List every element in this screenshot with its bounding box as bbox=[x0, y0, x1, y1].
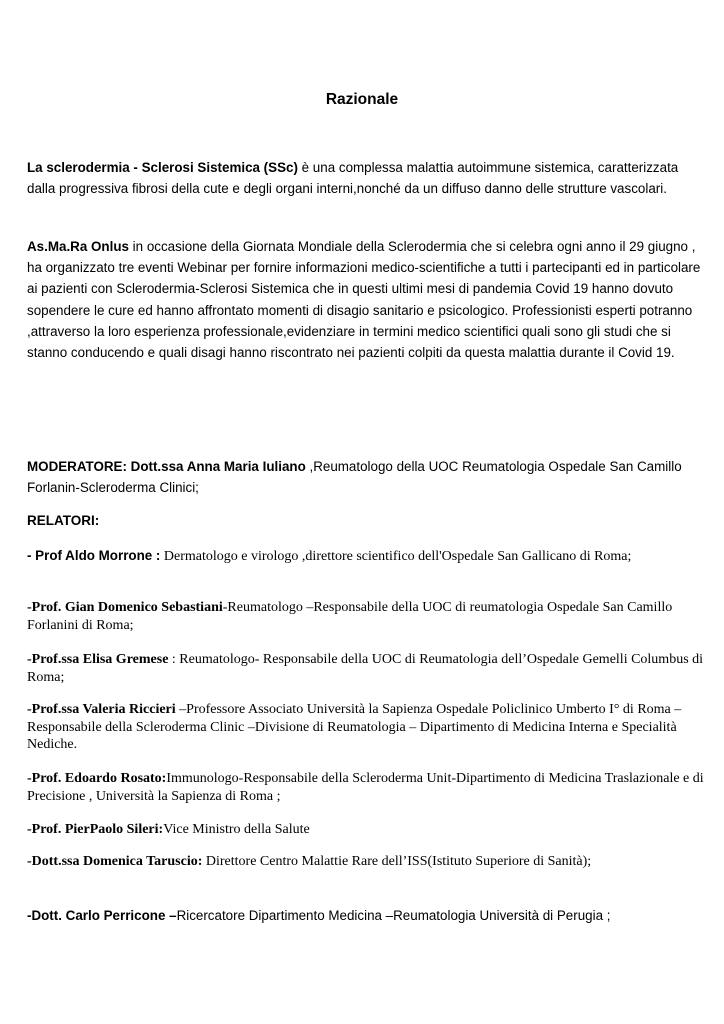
speaker-text: –Professore Associato Università la Sapienza Ospedale Policlinico Umberto I° di Roma –Responsabile della Scleroderma Clinic –Divisione di Reumatologia – Dipartimento di Medicina Interna e Specialità Nediche. bbox=[27, 702, 682, 752]
speaker-item bbox=[27, 547, 707, 566]
speaker-item bbox=[27, 599, 707, 634]
speaker-item bbox=[27, 853, 707, 871]
speaker-text: Dermatologo e virologo ,direttore scientifico dell'Ospedale San Gallicano di Roma; bbox=[160, 549, 632, 564]
speaker-name: -Prof. Gian Domenico Sebastiani bbox=[27, 600, 223, 615]
intro-bold-2: As.Ma.Ra Onlus bbox=[27, 239, 129, 254]
intro-text-2: in occasione della Giornata Mondiale della Sclerodermia che si celebra ogni anno il 29 giugno , ha organizzato tre eventi Webinar per fornire informazioni medico-scientifiche a tutti i partecipanti ed in particolare ai pazienti con Sclerodermia-Sclerosi Sistemica che in questi ultimi mesi di pandemia Covid 19 hanno dovuto sopendere le cure ed hanno affrontato momenti di disagio sanitario e psicologico. Professionisti esperti potranno ,attraverso la loro esperienza professionale,evidenziare in termini medico scientifici quali sono gli studi che si stanno conducendo e quali disagi hanno riscontrato nei pazienti colpiti da questa malattia durante il Covid 19. bbox=[27, 239, 701, 361]
intro-paragraph-2 bbox=[27, 236, 703, 363]
speaker-text: Ricercatore Dipartimento Medicina –Reumatologia Università di Perugia ; bbox=[176, 908, 611, 923]
speaker-text: -Reumatologo –Responsabile della UOC di reumatologia Ospedale San Camillo Forlanini di Roma; bbox=[27, 600, 673, 633]
page-title: Razionale bbox=[325, 91, 399, 108]
speaker-text: Vice Ministro della Salute bbox=[163, 822, 310, 837]
intro-paragraph-1 bbox=[27, 157, 703, 199]
speaker-text: Immunologo-Responsabile della Scleroderma Unit-Dipartimento di Medicina Traslazionale e di Precisione , Università la Sapienza di Roma ; bbox=[27, 771, 704, 804]
speaker-text: : Reumatologo- Responsabile della UOC di Reumatologia dell’Ospedale Gemelli Columbus di Roma; bbox=[27, 652, 704, 685]
moderator-label: MODERATORE: Dott.ssa Anna Maria Iuliano bbox=[27, 459, 306, 474]
speaker-name: -Dott. Carlo Perricone – bbox=[27, 908, 177, 923]
intro-text-1: è una complessa malattia autoimmune sistemica, caratterizzata dalla progressiva fibrosi della cute e degli organi interni,nonché da un diffuso danno delle strutture vascolari. bbox=[27, 160, 679, 197]
speaker-item bbox=[27, 905, 707, 926]
speaker-name: -Prof. Edoardo Rosato: bbox=[27, 771, 167, 786]
speaker-item bbox=[27, 651, 707, 686]
relatori-heading: RELATORI: bbox=[27, 513, 100, 528]
speaker-item bbox=[27, 821, 707, 839]
speaker-text: Direttore Centro Malattie Rare dell’ISS(Istituto Superiore di Sanità); bbox=[202, 854, 592, 869]
speaker-name: -Prof.ssa Valeria Riccieri bbox=[27, 702, 176, 717]
moderator-text: ,Reumatologo della UOC Reumatologia Ospedale San Camillo Forlanin-Scleroderma Clinici; bbox=[27, 459, 682, 496]
intro-bold-1: La sclerodermia - Sclerosi Sistemica (SSc) bbox=[27, 160, 298, 175]
speaker-name: -Prof. PierPaolo Sileri: bbox=[27, 822, 164, 837]
moderator-paragraph bbox=[27, 456, 703, 498]
speaker-name: - Prof Aldo Morrone : bbox=[27, 548, 161, 563]
speaker-name: -Prof.ssa Elisa Gremese bbox=[27, 652, 169, 667]
speaker-item bbox=[27, 701, 707, 754]
speaker-item bbox=[27, 770, 707, 805]
speaker-name: -Dott.ssa Domenica Taruscio: bbox=[27, 854, 203, 869]
